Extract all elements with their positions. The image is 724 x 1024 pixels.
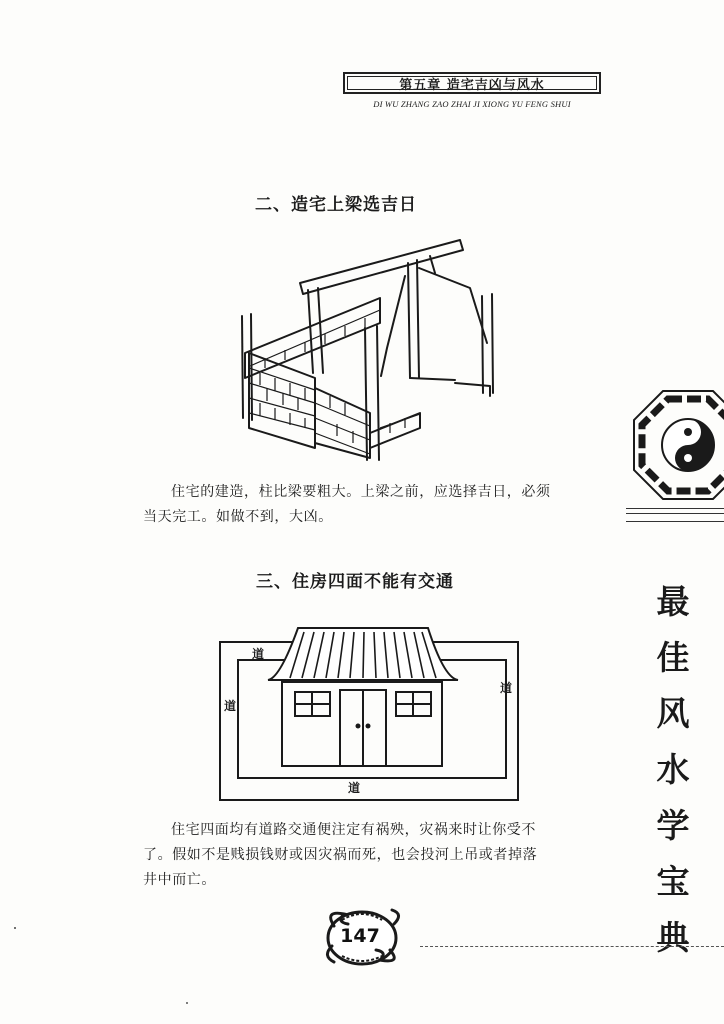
chapter-title: 第五章 造宅吉凶与风水 xyxy=(399,77,545,93)
body-line: 当天完工。如做不到，大凶。 xyxy=(143,509,333,525)
book-title-char: 学 xyxy=(656,806,690,845)
section-body-roads xyxy=(143,818,613,893)
road-label-right: 道 xyxy=(500,681,513,695)
body-line: 了。假如不是贱损钱财或因灾祸而死，也会投河上吊或者掉落 xyxy=(143,847,538,863)
section-title-roads: 三、住房四面不能有交通 xyxy=(256,572,454,592)
body-line: 住宅四面均有道路交通便注定有祸殃，灾祸来时让你受不 xyxy=(171,822,536,838)
margin-rule xyxy=(626,521,724,522)
footer-dashed-rule xyxy=(420,946,724,947)
book-title-char: 宝 xyxy=(656,862,690,901)
book-title-char: 佳 xyxy=(656,638,690,677)
body-line: 住宅的建造，柱比梁要粗大。上梁之前，应选择吉日，必须 xyxy=(171,484,551,500)
book-title-char: 风 xyxy=(656,694,690,733)
section-body-beam xyxy=(143,480,613,530)
house-frame-illustration xyxy=(205,228,525,463)
chapter-pinyin: DI WU ZHANG ZAO ZHAI JI XIONG YU FENG SHUI xyxy=(373,99,571,109)
chapter-header xyxy=(343,72,601,94)
road-label-bottom: 道 xyxy=(348,781,361,795)
book-title-char: 水 xyxy=(656,750,690,789)
margin-rule xyxy=(626,513,724,514)
road-label-top: 道 xyxy=(252,647,265,661)
book-title-char: 典 xyxy=(656,918,690,957)
house-roads-illustration xyxy=(200,620,530,802)
scan-speck xyxy=(186,1002,188,1004)
page-number: 147 xyxy=(340,925,380,947)
bagua-yin-yang-icon xyxy=(630,385,724,505)
section-title-beam: 二、造宅上梁选吉日 xyxy=(255,195,417,215)
body-line: 井中而亡。 xyxy=(143,872,216,888)
road-label-left: 道 xyxy=(224,699,237,713)
margin-rule xyxy=(626,508,724,509)
book-title-vertical xyxy=(648,578,698,961)
scan-speck xyxy=(14,927,16,929)
book-title-char: 最 xyxy=(656,582,690,621)
